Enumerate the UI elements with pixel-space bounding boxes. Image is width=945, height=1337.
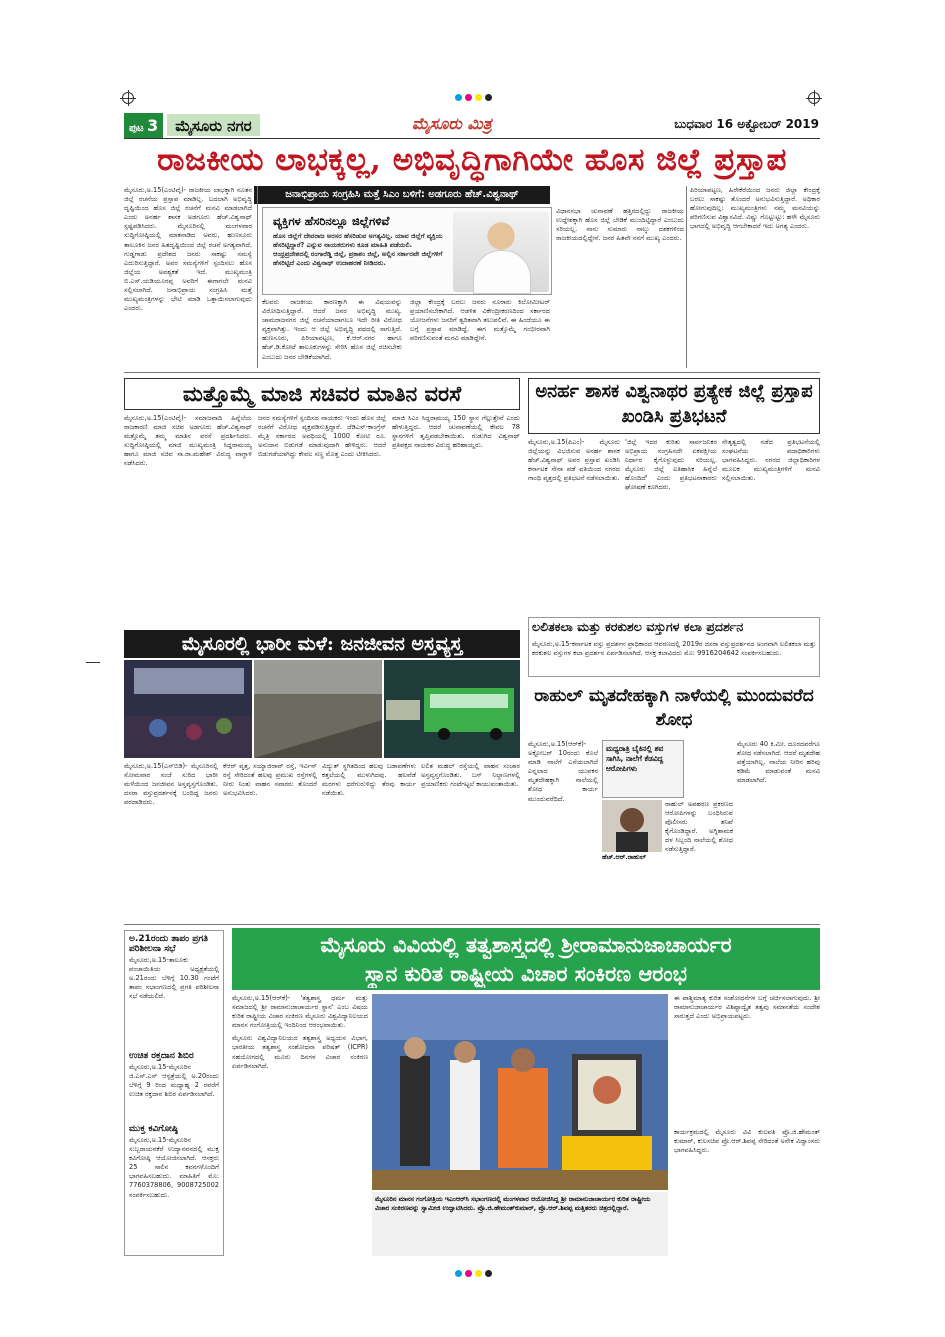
story7-headline xyxy=(232,928,820,990)
story6-headline xyxy=(528,684,820,736)
story2-column-1: ಮೈಸೂರು,ಅ.15(ಎಂಟಿವೈ)- ಸಮಾಜವಾದಿ ಹಿನ್ನೆಲೆಯ ರಾಜಕಾರಣಿ ಮಾಜಿ ಸಚಿವ ಅಡಗೂರು ಹೆಚ್.ವಿಶ್ವನಾಥ್ ಮತ್ತೊಮ್ಮೆ ತಮ್ಮ ಮಾತಿನ ವರಸೆ ಪ್ರದರ್ಶಿಸಿದರು. ಸುದ್ದಿಗೋಷ್ಠಿಯಲ್ಲಿ ಮಾಜಿ ಮುಖ್ಯಮಂತ್ರಿ ಸಿದ್ದರಾಮಯ್ಯ ಹಾಗೂ ಮಾಜಿ ಸಚಿವ ಸಾ.ರಾ.ಮಹೇಶ್ ವಿರುದ್ಧ ವಾಗ್ದಾಳಿ ನಡೆಸಿದರು. xyxy=(124,414,252,468)
masthead-logo: ಮೈಸೂರು ಮಿತ್ರ xyxy=(412,114,492,133)
page-number: 3 xyxy=(147,115,159,135)
story7-column-2: ಮೈಸೂರು ವಿಶ್ವವಿದ್ಯಾನಿಲಯದ ತತ್ವಶಾಸ್ತ್ರ ಅಧ್ಯಯನ ವಿಭಾಗ, ಭಾರತೀಯ ತತ್ವಶಾಸ್ತ್ರ ಸಂಶೋಧನಾ ಪರಿಷತ್ (ICPR) ಸಹಯೋಗದಲ್ಲಿ ಮೂರು ದಿನಗಳ ವಿಚಾರ ಸಂಕಿರಣ ಏರ್ಪಡಿಸಲಾಗಿದೆ. xyxy=(232,1034,368,1070)
date-line: ಬುಧವಾರ 16 ಅಕ್ಟೋಬರ್ 2019 xyxy=(674,117,819,131)
story5-column-2: ಕೆಆರ್ ವೃತ್ತ, ಸಯ್ಯಾಜಿರಾವ್ ರಸ್ತೆ, ಇರ್ವಿನ್ ರಸ್ತೆ ಸೇರಿದಂತೆ ಹಲವು ಪ್ರಮುಖ ರಸ್ತೆಗಳಲ್ಲಿ ನೀರು ನಿಂತು ವಾಹನ ಸವಾರರು ತೊಂದರೆ ಅನುಭವಿಸಿದರು. xyxy=(223,762,317,798)
page-label: ಪುಟ xyxy=(129,122,144,134)
section-rule xyxy=(124,372,820,373)
story6-subbox-text: ಮಧ್ಯರಾತ್ರಿ ಬೈಕಿನಲ್ಲಿ ಶವ ಸಾಗಿಸಿ, ನಾಲೆಗೆ ಕೆಡವಿದ್ದ ಆರೋಪಿಗಳು xyxy=(606,744,664,773)
lead-column-4: ವಿಧಾನಸಭಾ ಚುನಾವಣೆ ಹತ್ತಿರದಲ್ಲಿದ್ದು ರಾಜಕೀಯ ಉದ್ದೇಶಕ್ಕಾಗಿ ಹೊಸ ಜಿಲ್ಲೆ ಬೇಡಿಕೆ ಮುಂದಿಟ್ಟಿದ್ದಾರೆ ಎಂಬುದು ಸರಿಯಲ್ಲ. ನಾನು ಸುಮಾರು ನಾಲ್ಕು ದಶಕಗಳಿಂದ ರಾಜಕೀಯದಲ್ಲಿದ್ದೇನೆ. ಜನರ ಹಿತವೇ ನನಗೆ ಮುಖ್ಯ ಎಂದರು. xyxy=(556,207,684,243)
rahul-photo-label: ಹೆಚ್.ಆರ್.ರಾಹುಲ್ xyxy=(602,853,646,861)
seminar-photo-caption-text: ಮೈಸೂರಿನ ಮಾನಸ ಗಂಗೋತ್ರಿಯ ಇಎಂಆರ್‌ಸಿ ಸಭಾಂಗಣದಲ್ಲಿ ಮಂಗಳವಾರ ಆಯೋಜಿಸಿದ್ದ ಶ್ರೀ ರಾಮಾನುಜಾಚಾರ್ಯರ ಕುರಿತ ರಾಷ್ಟ್ರೀಯ ವಿಚಾರ ಸಂಕಿರಣವನ್ನು ಸ್ವಾಮೀಜಿ ಉದ್ಘಾಟಿಸಿದರು. ಪ್ರೊ.ಜಿ.ಹೇಮಂತ್‌ಕುಮಾರ್, ಪ್ರೊ.ಆರ್.ಶಿವಪ್ಪ ಮತ್ತಿತರರು ಚಿತ್ರದಲ್ಲಿದ್ದಾರೆ. xyxy=(375,1195,651,1212)
column-rule xyxy=(257,186,258,368)
seminar-photo-caption xyxy=(372,1192,668,1256)
quote-body: ಹೊಸ ಜಿಲ್ಲೆಗೆ ದೇವರಾಜ ಅರಸರ ಹೆಸರಿಡುವ ಅಗತ್ಯವಿಲ್ಲ. ಯಾವ ಜಿಲ್ಲೆಗೆ ವ್ಯಕ್ತಿಯ ಹೆಸರಿಟ್ಟಿದ್ದಾರೆ? ಎನ್ನುವ ನಾಯಕರುಗಳು ಕೂಡ ಮಾಹಿತಿ ಪಡೆಯಲಿ. ಆಂಧ್ರಪ್ರದೇಶದಲ್ಲಿ ರಂಗಾರೆಡ್ಡಿ ಜಿಲ್ಲೆ, ಪ್ರಕಾಶಂ ಜಿಲ್ಲೆ, ಅಲ್ಲಿನ ಸರ್ಕಾರವೇ ಜಿಲ್ಲೆಗಳಿಗೆ ಹೆಸರಿಟ್ಟಿದೆ ಎಂದು ವಿಶ್ವನಾಥ್ ಉದಾಹರಣೆ ನೀಡಿದರು. xyxy=(273,232,443,267)
rain-photo xyxy=(124,660,520,758)
lead-column-2: ಕೆಲವರು ರಾಜಕೀಯ ಕಾರಣಕ್ಕಾಗಿ ಈ ವಿಷಯವನ್ನು ವಿರೋಧಿಸುತ್ತಿದ್ದಾರೆ. ಆದರೆ ಜನರ ಅಭಿವೃದ್ಧಿ ಮುಖ್ಯ. ಚಾಮರಾಜನಗರ ಜಿಲ್ಲೆ ರಚನೆಯಾದಾಗಲೂ ಇದೇ ರೀತಿ ವಿರೋಧ ವ್ಯಕ್ತವಾಗಿತ್ತು. ಇಂದು ಆ ಜಿಲ್ಲೆ ಅಭಿವೃದ್ಧಿ ಪಥದಲ್ಲಿ ಸಾಗುತ್ತಿದೆ. ಹುಣಸೂರು, ಪಿರಿಯಾಪಟ್ಟಣ, ಕೆ.ಆರ್.ನಗರ ಹಾಗೂ ಹೆಚ್.ಡಿ.ಕೋಟೆ ತಾಲೂಕುಗಳನ್ನು ಸೇರಿಸಿ ಹೊಸ ಜಿಲ್ಲೆ ರಚಿಸಬೇಕು ಎಂಬುದು ಜನರ ಬೇಡಿಕೆಯಾಗಿದೆ. xyxy=(262,298,402,361)
story2-column-2: ಜನರ ಸಮಸ್ಯೆಗಳಿಗೆ ಸ್ಪಂದಿಸದ ನಾಯಕರು ಇಂದು ಹೊಸ ಜಿಲ್ಲೆ ರಚನೆಗೆ ವಿರೋಧ ವ್ಯಕ್ತಪಡಿಸುತ್ತಿದ್ದಾರೆ. ಜೆಡಿಎಸ್-ಕಾಂಗ್ರೆಸ್ ಮೈತ್ರಿ ಸರ್ಕಾರದ ಅವಧಿಯಲ್ಲಿ 1000 ಕೋಟಿ ರೂ. ಅನುದಾನ ಬಿಡುಗಡೆ ಮಾಡುವುದಾಗಿ ಹೇಳಿದ್ದರು. ಆದರೆ ಬಿಡುಗಡೆಯಾಗಿದ್ದು ಕೇವಲ ಸಣ್ಣ ಮೊತ್ತ ಎಂದು ಟೀಕಿಸಿದರು. xyxy=(258,414,386,459)
brief1-body: ಮೈಸೂರು,ಅ.15-ತಾಲೂಕು ಪಂಚಾಯಿತಿಯ ಅಧ್ಯಕ್ಷತೆಯಲ್ಲಿ ಅ.21ರಂದು ಬೆಳಿಗ್ಗೆ 10.30 ಗಂಟೆಗೆ ತಾಪಂ ಸಭಾಂಗಣದಲ್ಲಿ ಪ್ರಗತಿ ಪರಿಶೀಲನಾ ಸಭೆ ನಡೆಯಲಿದೆ. xyxy=(129,956,219,1001)
column-rule xyxy=(686,186,687,368)
speaker-portrait xyxy=(453,212,549,292)
color-bar-icon xyxy=(455,94,492,101)
page-number-box xyxy=(124,113,163,138)
brief2-body: ಮೈಸೂರು,ಅ.15-ಮೈಸೂರಿನ ಜಿ.ಎಸ್.ಎಸ್ ಆಸ್ಪತ್ರೆಯಲ್ಲಿ ಅ.20ರಂದು ಬೆಳಿಗ್ಗೆ 9 ರಿಂದ ಮಧ್ಯಾಹ್ನ 2 ರವರೆಗೆ ಉಚಿತ ರಕ್ತದಾನ ಶಿಬಿರ ಏರ್ಪಡಿಸಲಾಗಿದೆ. xyxy=(129,1063,219,1099)
section-title: ಮೈಸೂರು ನಗರ xyxy=(167,114,259,136)
lead-column-1: ಮೈಸೂರು,ಅ.15(ಎಂಟಿವೈ)- ರಾಜಕೀಯ ಲಾಭಕ್ಕಾಗಿ ನೂತನ ಜಿಲ್ಲೆ ರಚನೆಯ ಪ್ರಸ್ತಾಪ ಮಾಡಿಲ್ಲ. ಬದಲಾಗಿ ಅಭಿವೃದ್ಧಿ ದೃಷ್ಟಿಯಿಂದ ಹೊಸ ಜಿಲ್ಲೆ ರಚನೆಗೆ ಮನವಿ ಮಾಡಲಾಗಿದೆ ಎಂದು ಅನರ್ಹ ಶಾಸಕ ಅಡಗೂರು ಹೆಚ್.ವಿಶ್ವನಾಥ್ ಸ್ಪಷ್ಟಪಡಿಸಿದರು. ಮೈಸೂರಿನಲ್ಲಿ ಮಂಗಳವಾರ ಸುದ್ದಿಗೋಷ್ಠಿಯಲ್ಲಿ ಮಾತನಾಡಿದ ಅವರು, ಹುಣಸೂರು ತಾಲೂಕಿನ ಜನರ ಹಿತದೃಷ್ಟಿಯಿಂದ ಜಿಲ್ಲೆ ರಚನೆ ಅಗತ್ಯವಾಗಿದೆ. ಗುಡ್ಡಗಾಡು ಪ್ರದೇಶದ ಜನರು ಸಾಕಷ್ಟು ಸಮಸ್ಯೆ ಎದುರಿಸುತ್ತಿದ್ದಾರೆ. ಅವರ ಸಮಸ್ಯೆಗಳಿಗೆ ಸ್ಪಂದಿಸಲು ಹೊಸ ಜಿಲ್ಲೆಯ ಅವಶ್ಯಕತೆ ಇದೆ. ಮುಖ್ಯಮಂತ್ರಿ ಬಿ.ಎಸ್.ಯಡಿಯೂರಪ್ಪ ಅವರಿಗೆ ಈಗಾಗಲೇ ಮನವಿ ಸಲ್ಲಿಸಲಾಗಿದೆ. ಜನಾಭಿಪ್ರಾಯ ಸಂಗ್ರಹಿಸಿ ಮತ್ತೆ ಮುಖ್ಯಮಂತ್ರಿಗಳನ್ನು ಭೇಟಿ ಮಾಡಿ ಒತ್ತಾಯಿಸಲಾಗುವುದು ಎಂದರು. xyxy=(124,186,252,313)
rahul-photo xyxy=(602,800,662,852)
briefs-sidebar xyxy=(124,930,224,1256)
quote-box xyxy=(262,207,552,295)
story3-column-2: 'ಜಿಲ್ಲೆ ಇದರ ಕುರಿತು ಸಾರ್ವಜನಿಕರ ಅಭಿಪ್ರಾಯ ಸಂಗ್ರಹಿಸದೇ ಏಕಪಕ್ಷೀಯ ನಿರ್ಧಾರ ಕೈಗೊಳ್ಳುವುದು ಸರಿಯಲ್ಲ. ಮೈಸೂರು ಜಿಲ್ಲೆ ಐತಿಹಾಸಿಕ ಹಿನ್ನೆಲೆ ಹೊಂದಿದೆ' ಎಂದು ಪ್ರತಿಭಟನಾಕಾರರು ಘೋಷಣೆ ಕೂಗಿದರು. xyxy=(625,438,717,492)
story5-headline: ಮೈಸೂರಲ್ಲಿ ಭಾರೀ ಮಳೆ: ಜನಜೀವನ ಅಸ್ತವ್ಯಸ್ತ xyxy=(124,630,520,658)
story7-column-1: ಮೈಸೂರು,ಅ.15(ಆರ್‌ಕೆ)- 'ತತ್ವಶಾಸ್ತ್ರ ಧರ್ಮ ಮತ್ತು ಸಮಾಜದಲ್ಲಿ ಶ್ರೀ ರಾಮಾನುಜಾಚಾರ್ಯರ ಸ್ಥಾನ' ಎಂಬ ವಿಷಯ ಕುರಿತ ರಾಷ್ಟ್ರೀಯ ವಿಚಾರ ಸಂಕಿರಣ ಮೈಸೂರು ವಿಶ್ವವಿದ್ಯಾನಿಲಯದ ಮಾನಸ ಗಂಗೋತ್ರಿಯಲ್ಲಿ ಇಂದಿನಿಂದ ಆರಂಭವಾಯಿತು. ಮೈಸೂರು ವಿಶ್ವವಿದ್ಯಾನಿಲಯದ ತತ್ವಶಾಸ್ತ್ರ ಅಧ್ಯಯನ ವಿಭಾಗ, ಭಾರತೀಯ ತತ್ವಶಾಸ್ತ್ರ ಸಂಶೋಧನಾ ಪರಿಷತ್ (ICPR) ಸಹಯೋಗದಲ್ಲಿ ಮೂರು ದಿನಗಳ ವಿಚಾರ ಸಂಕಿರಣ ಏರ್ಪಡಿಸಲಾಗಿದೆ. xyxy=(232,994,368,1070)
brief3-body: ಮೈಸೂರು,ಅ.15-ಮೈಸೂರಿನ ಸುಬ್ಬರಾಯನಕೆರೆ ಉದ್ಯಾನವನದಲ್ಲಿ ಮುಕ್ತ ಕವಿಗೋಷ್ಠಿ ಆಯೋಜಿಸಲಾಗಿದೆ. ಆಸಕ್ತರು 25 ಸಾಲಿನ ಕವನಗಳೊಂದಿಗೆ ಭಾಗವಹಿಸಬಹುದು. ಮಾಹಿತಿಗೆ ಮೊ: 7760378806, 9008725002 ಸಂಪರ್ಕಿಸಬಹುದು. xyxy=(129,1136,219,1199)
story6-headline-text: ರಾಹುಲ್ ಮೃತದೇಹಕ್ಕಾಗಿ ನಾಳೆಯಲ್ಲಿ ಮುಂದುವರೆದ ಶೋಧ xyxy=(534,686,814,730)
story3-column-1: ಮೈಸೂರು,ಅ.15(ಪಿಎಂ)- ಮೈಸೂರು ಜಿಲ್ಲೆಯನ್ನು ವಿಭಜಿಸುವ ಅನರ್ಹ ಶಾಸಕ ಹೆಚ್.ವಿಶ್ವನಾಥ್ ಅವರ ಪ್ರಸ್ತಾಪ ಖಂಡಿಸಿ ಕರ್ನಾಟಕ ಸೇನಾ ಪಡೆ ವತಿಯಿಂದ ನಗರದ ಗಾಂಧಿ ವೃತ್ತದಲ್ಲಿ ಪ್ರತಿಭಟನೆ ನಡೆಸಲಾಯಿತು. xyxy=(528,438,620,483)
lead-kicker: ಜನಾಭಿಪ್ರಾಯ ಸಂಗ್ರಹಿಸಿ ಮತ್ತೆ ಸಿಎಂ ಬಳಿಗೆ: ಅಡಗೂರು ಹೆಚ್.ವಿಶ್ವನಾಥ್ xyxy=(254,186,550,204)
story6-column-1: ಮೈಸೂರು,ಅ.15(ಆರ್‌ಕೆ)- ಅಕ್ಟೋಬರ್ 10ರಂದು ಕೊಲೆ ಮಾಡಿ ನಾಲೆಗೆ ಎಸೆಯಲಾಗಿದೆ ಎನ್ನಲಾದ ಯುವಕನ ಮೃತದೇಹಕ್ಕಾಗಿ ನಾಲೆಯಲ್ಲಿ ಶೋಧ ಕಾರ್ಯ ಮುಂದುವರೆದಿದೆ. xyxy=(528,740,598,803)
registration-mark-icon xyxy=(808,92,820,104)
story4-body: ಮೈಸೂರು,ಅ.15-ಕರ್ನಾಟಕ ವಸ್ತು ಪ್ರದರ್ಶನ ಪ್ರಾಧಿಕಾರದ ಆವರಣದಲ್ಲಿ 2019ರ ದಸರಾ ವಸ್ತುಪ್ರದರ್ಶನದ ಅಂಗವಾಗಿ ಲಲಿತಕಲಾ ಮತ್ತು ಕರಕುಶಲ ವಸ್ತುಗಳ ಕಲಾ ಪ್ರದರ್ಶನ ಏರ್ಪಡಿಸಲಾಗಿದೆ. ಆಸಕ್ತ ಕಲಾವಿದರು ಮೊ: 9916204642 ಸಂಪರ್ಕಿಸಬಹುದು. xyxy=(532,640,816,658)
story7-headline-line1: ಮೈಸೂರು ವಿವಿಯಲ್ಲಿ ತತ್ವಶಾಸ್ತ್ರದಲ್ಲಿ ಶ್ರೀರಾಮಾನುಜಾಚಾರ್ಯರ xyxy=(320,932,732,957)
story3-headline xyxy=(528,378,820,434)
lead-column-3: ಜಿಲ್ಲಾ ಕೇಂದ್ರಕ್ಕೆ ಬರಲು ಜನರು ನೂರಾರು ಕಿಲೋಮೀಟರ್ ಪ್ರಯಾಣಿಸಬೇಕಾಗಿದೆ. ಆಡಳಿತ ವಿಕೇಂದ್ರೀಕರಣದಿಂದ ಸರ್ಕಾರದ ಯೋಜನೆಗಳು ಜನರಿಗೆ ತ್ವರಿತವಾಗಿ ತಲುಪಲಿವೆ. ಈ ಹಿಂದೆಯೂ ಈ ಬಗ್ಗೆ ಪ್ರಸ್ತಾಪ ಮಾಡಿದ್ದೆ. ಈಗ ಮತ್ತೊಮ್ಮೆ ಗಂಭೀರವಾಗಿ ಪರಿಗಣಿಸುವಂತೆ ಮನವಿ ಮಾಡಿದ್ದೇನೆ. xyxy=(410,298,550,343)
seminar-photo xyxy=(372,994,668,1190)
story3-headline-text: ಅನರ್ಹ ಶಾಸಕ ವಿಶ್ವನಾಥರ ಪ್ರತ್ಯೇಕ ಜಿಲ್ಲೆ ಪ್ರಸ್ತಾಪ ಖಂಡಿಸಿ ಪ್ರತಿಭಟನೆ xyxy=(535,381,813,427)
story6-column-3: ಮೈಸೂರು 40 ಕಿ.ಮೀ. ದೂರದವರೆಗೂ ಶೋಧ ನಡೆಸಲಾಗಿದೆ. ಆದರೆ ಮೃತದೇಹ ಪತ್ತೆಯಾಗಿಲ್ಲ. ನಾಲೆಯ ನೀರಿನ ಹರಿವು ಕಡಿಮೆ ಮಾಡುವಂತೆ ಮನವಿ ಮಾಡಲಾಗಿದೆ. xyxy=(737,740,820,785)
story7-column-4: ಕಾರ್ಯಕ್ರಮದಲ್ಲಿ ಮೈಸೂರು ವಿವಿ ಕುಲಪತಿ ಪ್ರೊ.ಜಿ.ಹೇಮಂತ್ ಕುಮಾರ್, ಕುಲಸಚಿವ ಪ್ರೊ.ಆರ್.ಶಿವಪ್ಪ ಸೇರಿದಂತೆ ಅನೇಕ ವಿದ್ವಾಂಸರು ಭಾಗವಹಿಸಿದ್ದರು. xyxy=(674,1128,820,1155)
crop-mark-icon xyxy=(86,662,100,663)
story5-column-3: ವಿದ್ಯುತ್ ಸ್ಥಗಿತದಿಂದ ಹಲವು ಬಡಾವಣೆಗಳು ಕತ್ತಲೆಯಲ್ಲಿ ಮುಳುಗಿದವು. ಹಲವೆಡೆ ಮರಗಳು ಧರೆಗುರುಳಿದ್ದು ತೆರವು ಕಾರ್ಯ ನಡೆಯಿತು. xyxy=(322,762,416,798)
story7-column-3: ಈ ಪಾಶ್ಚಿಮಾತ್ಯ ಕುರಿತ ಸಂಶೋಧನೆಗಳ ಬಗ್ಗೆ ಚರ್ಚಿಸಲಾಗುವುದು. ಶ್ರೀ ರಾಮಾನುಜಾಚಾರ್ಯರ ವಿಶಿಷ್ಟಾದ್ವೈತ ತತ್ವವು ಸಮಾನತೆಯ ಸಂದೇಶ ಸಾರುತ್ತದೆ ಎಂದು ಅಭಿಪ್ರಾಯಪಟ್ಟರು. xyxy=(674,994,820,1021)
story3-column-3: ನೇತೃತ್ವದಲ್ಲಿ ನಡೆದ ಪ್ರತಿಭಟನೆಯಲ್ಲಿ ಸಂಘಟನೆಯ ಪದಾಧಿಕಾರಿಗಳು ಭಾಗವಹಿಸಿದ್ದರು. ನಗರದ ಜಿಲ್ಲಾಧಿಕಾರಿಗಳ ಮೂಲಕ ಮುಖ್ಯಮಂತ್ರಿಗಳಿಗೆ ಮನವಿ ಸಲ್ಲಿಸಲಾಯಿತು. xyxy=(722,438,820,483)
header-rule xyxy=(124,138,820,139)
quote-title: ವ್ಯಕ್ತಿಗಳ ಹೆಸರಿನಲ್ಲೂ ಜಿಲ್ಲೆಗಳಿವೆ xyxy=(273,214,390,228)
story4-headline: ಲಲಿತಕಲಾ ಮತ್ತು ಕರಕುಶಲ ವಸ್ತುಗಳ ಕಲಾ ಪ್ರದರ್ಶನ xyxy=(532,619,744,634)
story2-headline: ಮತ್ತೊಮ್ಮೆ ಮಾಜಿ ಸಚಿವರ ಮಾತಿನ ವರಸೆ xyxy=(124,378,520,410)
story5-column-1: ಮೈಸೂರು,ಅ.15(ಎಸ್‌ಬಿಡಿ)- ಮೈಸೂರಿನಲ್ಲಿ ಸೋಮವಾರ ಸಂಜೆ ಸುರಿದ ಭಾರೀ ಮಳೆಯಿಂದ ಜನಜೀವನ ಅಸ್ತವ್ಯಸ್ತಗೊಂಡಿತು. ದಸರಾ ವಸ್ತುಪ್ರದರ್ಶನಕ್ಕೆ ಬಂದಿದ್ದ ಜನರು ಪರದಾಡಿದರು. xyxy=(124,762,218,807)
registration-mark-icon xyxy=(122,92,134,104)
lead-column-5: ಪಿರಿಯಾಪಟ್ಟಣ, ಹಿರೇಕೆರೆಯಿಂದ ಜನರು ಜಿಲ್ಲಾ ಕೇಂದ್ರಕ್ಕೆ ಬರಲು ಸಾಕಷ್ಟು ತೊಂದರೆ ಅನುಭವಿಸುತ್ತಿದ್ದಾರೆ. ಅಧಿಕಾರ ಹೋಗುವುದಿಲ್ಲ: ಮುಖ್ಯಮಂತ್ರಿಗಳು ನಮ್ಮ ಮನವಿಯನ್ನು ಪರಿಗಣಿಸುವ ವಿಶ್ವಾಸವಿದೆ. ವಿಷ್ಣು ಗೊಟ್ಟುಟ್ಟು: ಹಳೇ ಮೈಸೂರು ಭಾಗದಲ್ಲಿ ಅಭಿವೃದ್ಧಿ ಆಗಬೇಕಾದರೆ ಇದು ಅಗತ್ಯ ಎಂದರು. xyxy=(690,186,820,231)
color-bar-icon xyxy=(455,1270,492,1277)
brief1-title: ಅ.21ರಂದು ತಾಪಂ ಪ್ರಗತಿ ಪರಿಶೀಲನಾ ಸಭೆ xyxy=(129,934,209,954)
story5-column-4: ಲಲಿತ ಮಹಲ್ ರಸ್ತೆಯಲ್ಲಿ ವಾಹನ ಸಂಚಾರ ಅಸ್ತವ್ಯಸ್ತಗೊಂಡಿತು. ಬಸ್ ನಿಲ್ದಾಣಗಳಲ್ಲಿ ಪ್ರಯಾಣಿಕರು ಗಂಟೆಗಟ್ಟಲೆ ಕಾಯುವಂತಾಯಿತು. xyxy=(421,762,520,789)
story7-headline-line2: ಸ್ಥಾನ ಕುರಿತ ರಾಷ್ಟ್ರೀಯ ವಿಚಾರ ಸಂಕಿರಣ ಆರಂಭ xyxy=(364,961,688,986)
lead-headline: ರಾಜಕೀಯ ಲಾಭಕ್ಕಲ್ಲ, ಅಭಿವೃದ್ಧಿಗಾಗಿಯೇ ಹೊಸ ಜಿಲ್ಲೆ ಪ್ರಸ್ತಾಪ xyxy=(157,142,787,178)
story6-subbox xyxy=(602,740,684,798)
story6-column-2: ರಾಹುಲ್ ಅಪಹರಣ ಪ್ರಕರಣದ ಆರೋಪಿಗಳನ್ನು ಬಂಧಿಸಿರುವ ಪೊಲೀಸರು ತನಿಖೆ ಕೈಗೊಂಡಿದ್ದಾರೆ. ಅಗ್ನಿಶಾಮಕ ದಳ ಸಿಬ್ಬಂದಿ ನಾಲೆಯಲ್ಲಿ ಶೋಧ ನಡೆಸುತ್ತಿದ್ದಾರೆ. xyxy=(665,800,733,854)
story2-column-3: ಮಾಜಿ ಸಿಎಂ ಸಿದ್ದರಾಮಯ್ಯ 150 ಸ್ಥಾನ ಗೆಲ್ಲುತ್ತೇವೆ ಎಂದು ಹೇಳುತ್ತಿದ್ದರು. ಆದರೆ ಚುನಾವಣೆಯಲ್ಲಿ ಕೇವಲ 78 ಸ್ಥಾನಗಳಿಗೆ ತೃಪ್ತಿಪಡಬೇಕಾಯಿತು. ಗುಡುಗಿದ ವಿಶ್ವನಾಥ್ ಪ್ರತಿಪಕ್ಷದ ನಾಯಕರ ವಿರುದ್ಧ ಹರಿಹಾಯ್ದರು. xyxy=(392,414,520,450)
section-rule xyxy=(124,924,820,925)
brief2-title: ಉಚಿತ ರಕ್ತದಾನ ಶಿಬಿರ xyxy=(129,1051,194,1061)
brief3-title: ಮುಕ್ತ ಕವಿಗೋಷ್ಠಿ xyxy=(129,1124,178,1134)
